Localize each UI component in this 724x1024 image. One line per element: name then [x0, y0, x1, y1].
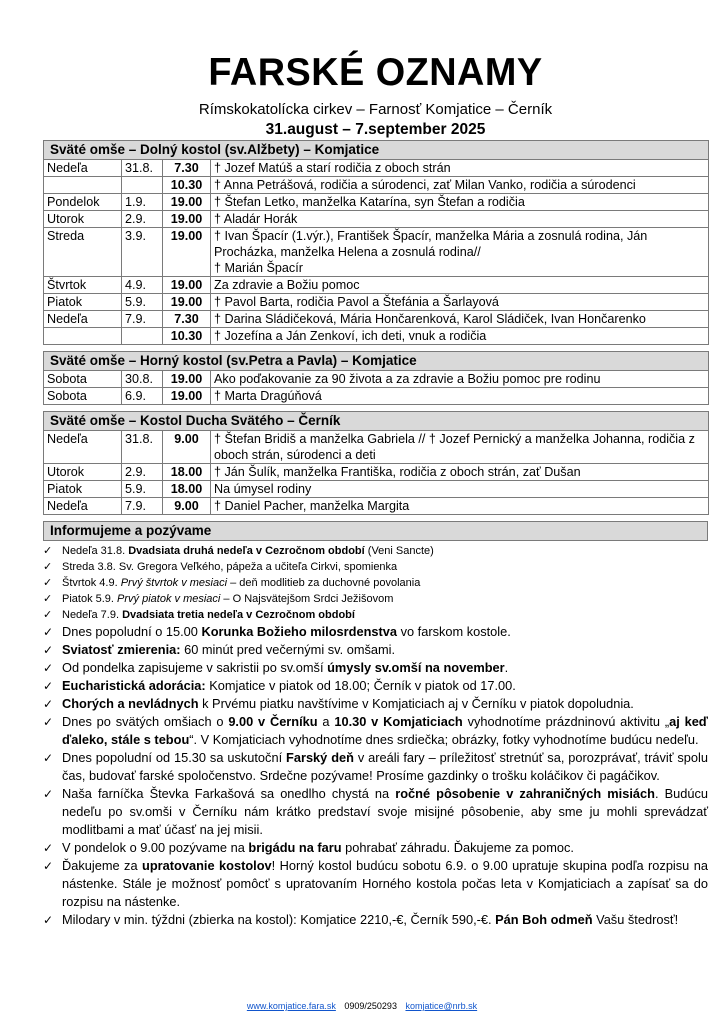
item-text: Korunka Božieho milosrdenstva	[201, 624, 398, 639]
list-item	[43, 559, 708, 575]
intention-cell	[211, 481, 709, 498]
table-row	[44, 431, 709, 464]
time-cell: 19.00	[163, 194, 211, 211]
table-row	[44, 194, 709, 211]
list-item	[43, 695, 708, 713]
date-cell: 3.9.	[122, 228, 163, 277]
table-row	[44, 177, 709, 194]
intention-text: † Daniel Pacher, manželka Margita	[214, 499, 410, 513]
item-text: 60 minút pred večernými sv. omšami.	[180, 642, 396, 657]
list-item	[43, 839, 708, 857]
item-text: vo farskom kostole.	[397, 624, 511, 639]
time-cell: 7.30	[163, 311, 211, 328]
table-row	[44, 311, 709, 328]
checkmark-icon: ✓	[43, 592, 53, 605]
intention-cell	[211, 328, 709, 345]
day-cell: Štvrtok	[44, 277, 122, 294]
intention-cell	[211, 388, 709, 405]
date-cell: 4.9.	[122, 277, 163, 294]
day-cell: Utorok	[44, 211, 122, 228]
intention-cell	[211, 277, 709, 294]
time-cell: 19.00	[163, 277, 211, 294]
mass-table	[43, 411, 709, 515]
intention-cell	[211, 160, 709, 177]
checkmark-icon: ✓	[43, 643, 54, 657]
intention-cell	[211, 177, 709, 194]
item-text: Dvadsiata druhá nedeľa v Cezročnom období	[128, 545, 365, 557]
checkmark-icon: ✓	[43, 625, 54, 639]
time-cell: 10.30	[163, 328, 211, 345]
table-row	[44, 481, 709, 498]
day-cell	[44, 328, 122, 345]
footer	[0, 1000, 724, 1012]
mass-table	[43, 140, 709, 345]
announcement-list	[43, 543, 708, 929]
item-text: 10.30 v Komjaticiach	[334, 714, 463, 729]
list-item	[43, 575, 708, 591]
subtitle: Rímskokatolícka cirkev – Farnosť Komjatice – Černík	[198, 101, 553, 118]
item-text: Dvadsiata tretia nedeľa v Cezročnom období	[122, 609, 355, 621]
intention-text: Na úmysel rodiny	[214, 482, 312, 496]
checkmark-icon: ✓	[43, 841, 54, 855]
checkmark-icon: ✓	[43, 576, 53, 589]
item-text: pohrabať záhradu. Ďakujeme za pomoc.	[341, 840, 574, 855]
item-text: (Veni Sancte)	[364, 545, 434, 557]
date-cell: 7.9.	[122, 498, 163, 515]
time-cell: 18.00	[163, 464, 211, 481]
item-text: Dnes popoludní od 15.30 sa uskutoční	[62, 750, 287, 765]
intention-text: Za zdravie a Božiu pomoc	[214, 278, 360, 292]
table-row	[44, 498, 709, 515]
date-cell: 7.9.	[122, 311, 163, 328]
item-text: Od pondelka zapisujeme v sakristii po sv.omší	[62, 660, 328, 675]
checkmark-icon: ✓	[43, 859, 54, 873]
intention-text: † Anna Petrášová, rodičia a súrodenci, zať Milan Vanko, rodičia a súrodenci	[214, 178, 636, 192]
mass-schedule	[43, 140, 708, 515]
list-item	[43, 641, 708, 659]
item-text: Dnes po svätých omšiach o	[62, 714, 229, 729]
intention-text: † Štefan Bridiš a manželka Gabriela // † Jozef Pernický a manželka Johanna, rodičia z oboch strán, súrodenci a deti	[214, 432, 695, 462]
item-text: Piatok 5.9.	[62, 593, 118, 605]
item-text: – O Najsvätejšom Srdci Ježišovom	[220, 593, 394, 605]
checkmark-icon: ✓	[43, 661, 54, 675]
checkmark-icon: ✓	[43, 715, 54, 729]
item-text: Milodary v min. týždni (zbierka na kostol): Komjatice 2210,-€, Černík 590,-€.	[62, 912, 496, 927]
time-cell: 19.00	[163, 211, 211, 228]
item-text: vyhodnotíme prázdninovú aktivitu „	[462, 714, 670, 729]
item-text: Pán Boh odmeň	[495, 912, 593, 927]
item-text: Ďakujeme za	[62, 858, 143, 873]
checkmark-icon: ✓	[43, 608, 53, 621]
list-item	[43, 677, 708, 695]
checkmark-icon: ✓	[43, 544, 53, 557]
time-cell: 19.00	[163, 371, 211, 388]
date-cell: 1.9.	[122, 194, 163, 211]
item-text: Komjatice v piatok od 18.00; Černík v piatok od 17.00.	[205, 678, 516, 693]
item-text: ročné pôsobenie v zahraničných misiách	[395, 786, 655, 801]
date-cell	[122, 177, 163, 194]
email-link[interactable]: komjatice@nrb.sk	[405, 1001, 478, 1011]
date-cell: 31.8.	[122, 431, 163, 464]
date-cell: 2.9.	[122, 464, 163, 481]
item-text: brigádu na faru	[248, 840, 342, 855]
time-cell: 19.00	[163, 388, 211, 405]
time-cell: 10.30	[163, 177, 211, 194]
table-row	[44, 160, 709, 177]
item-text: Streda 3.8. Sv. Gregora Veľkého, pápeža a učiteľa Cirkvi, spomienka	[62, 561, 398, 573]
time-cell: 7.30	[163, 160, 211, 177]
phone-number: 0909/250293	[344, 1001, 397, 1011]
day-cell: Piatok	[44, 481, 122, 498]
intention-text: † Ivan Špacír (1.výr.), František Špacír, manželka Mária a zosnulá rodina, Ján Procházka, manželka Helena a zosnulá rodina//	[214, 229, 648, 259]
section-header: Sväté omše – Kostol Ducha Svätého – Černík	[44, 412, 709, 431]
item-text: “. V Komjaticiach vyhodnotíme dnes srdiečka; obrázky, fotky vyhodnotíme budúcu nedeľu.	[189, 732, 699, 747]
list-item	[43, 713, 708, 749]
intention-text: † Pavol Barta, rodičia Pavol a Štefánia a Šarlayová	[214, 295, 499, 309]
item-text: Sviatosť zmierenia:	[62, 642, 181, 657]
intention-cell	[211, 228, 709, 277]
item-text: v areáli fary – príležitosť stretnúť sa, porozprávať, tráviť spolu čas, budovať farské spoločenstvo. Srdečne pozývame! Prosíme gazdinky o trošku koláčikov či pagáčikov.	[62, 750, 709, 783]
item-text: úmysly sv.omší na november	[327, 660, 505, 675]
intention-cell	[211, 294, 709, 311]
date-cell: 5.9.	[122, 294, 163, 311]
time-cell: 9.00	[163, 431, 211, 464]
day-cell: Pondelok	[44, 194, 122, 211]
day-cell: Sobota	[44, 388, 122, 405]
intention-cell	[211, 194, 709, 211]
page-title: FARSKÉ OZNAMY	[208, 51, 543, 94]
day-cell: Nedeľa	[44, 498, 122, 515]
day-cell	[44, 177, 122, 194]
website-link[interactable]: www.komjatice.fara.sk	[246, 1001, 336, 1011]
item-text: a	[317, 714, 335, 729]
day-cell: Streda	[44, 228, 122, 277]
intention-cell	[211, 464, 709, 481]
section-header: Sväté omše – Horný kostol (sv.Petra a Pavla) – Komjatice	[44, 352, 709, 371]
intention-text: † Štefan Letko, manželka Katarína, syn Štefan a rodičia	[214, 195, 525, 209]
day-cell: Nedeľa	[44, 160, 122, 177]
day-cell: Nedeľa	[44, 431, 122, 464]
list-item	[43, 543, 708, 559]
date-cell: 31.8.	[122, 160, 163, 177]
item-text: Prvý piatok v mesiaci	[117, 593, 221, 605]
day-cell: Piatok	[44, 294, 122, 311]
checkmark-icon: ✓	[43, 679, 54, 693]
intention-text: † Aladár Horák	[214, 212, 298, 226]
checkmark-icon: ✓	[43, 560, 53, 573]
item-text: Farský deň	[286, 750, 354, 765]
list-item	[43, 591, 708, 607]
table-row	[44, 464, 709, 481]
bulletin-page	[43, 50, 708, 929]
day-cell: Nedeľa	[44, 311, 122, 328]
item-text: . Budúcu nedeľu po sv.omši v Černíku nám krátko predstaví svoje misijné pôsobenie, aby sme ju mohli sprevádzať modlitbami a mať účasť na jej misii.	[62, 786, 709, 837]
list-item	[43, 785, 708, 839]
item-text: Eucharistická adorácia:	[62, 678, 206, 693]
item-text: upratovanie kostolov	[142, 858, 272, 873]
intention-text: † Marián Špacír	[214, 261, 303, 275]
time-cell: 19.00	[163, 294, 211, 311]
intention-text: † Marta Dragúňová	[214, 389, 322, 403]
item-text: Prvý štvrtok v mesiaci	[120, 577, 228, 589]
date-cell: 6.9.	[122, 388, 163, 405]
intention-text: † Darina Sládičeková, Mária Hončarenková, Karol Sládiček, Ivan Hončarenko	[214, 312, 646, 326]
intention-text: † Ján Šulík, manželka Františka, rodičia z oboch strán, zať Dušan	[214, 465, 581, 479]
intention-text: † Jozefína a Ján Zenkoví, ich deti, vnuk a rodičia	[214, 329, 487, 343]
time-cell: 18.00	[163, 481, 211, 498]
date-cell: 2.9.	[122, 211, 163, 228]
intention-cell	[211, 211, 709, 228]
table-row	[44, 371, 709, 388]
checkmark-icon: ✓	[43, 751, 54, 765]
item-text: Nedeľa 7.9.	[62, 609, 123, 621]
item-text: 9.00 v Černíku	[228, 714, 318, 729]
day-cell: Utorok	[44, 464, 122, 481]
date-cell: 30.8.	[122, 371, 163, 388]
list-item	[43, 911, 708, 929]
item-text: ! Horný kostol budúcu sobotu 6.9. o 9.00 upratuje skupina podľa rozpisu na nástenke. Stále je možnosť pomôcť s upratovaním Horného kostola počas leta v Komjaticiach a zapísať sa do rozpisu na nástenke.	[62, 858, 708, 909]
day-cell: Sobota	[44, 371, 122, 388]
item-text: V pondelok o 9.00 pozývame na	[62, 840, 249, 855]
list-item	[43, 623, 708, 641]
item-text: Štvrtok 4.9.	[62, 577, 121, 589]
date-cell	[122, 328, 163, 345]
list-item	[43, 607, 708, 623]
intention-cell	[211, 431, 709, 464]
intention-text: Ako poďakovanie za 90 života a za zdravie a Božiu pomoc pre rodinu	[214, 372, 601, 386]
table-row	[44, 211, 709, 228]
checkmark-icon: ✓	[43, 787, 54, 801]
section-header: Sväté omše – Dolný kostol (sv.Alžbety) – Komjatice	[44, 141, 709, 160]
item-text: – deň modlitieb za duchovné povolania	[227, 577, 421, 589]
intention-text: † Jozef Matúš a starí rodičia z oboch strán	[214, 161, 451, 175]
table-row	[44, 277, 709, 294]
list-item	[43, 749, 708, 785]
mass-table	[43, 351, 709, 405]
time-cell: 9.00	[163, 498, 211, 515]
intention-cell	[211, 371, 709, 388]
item-text: Chorých a nevládnych	[62, 696, 199, 711]
item-text: k Prvému piatku navštívime v Komjaticiach aj v Černíku v piatok dopoludnia.	[198, 696, 634, 711]
item-text: Naša farníčka Števka Farkašová sa onedlho chystá na	[62, 786, 396, 801]
item-text: Vašu štedrosť!	[592, 912, 679, 927]
table-row	[44, 328, 709, 345]
list-item	[43, 659, 708, 677]
table-row	[44, 294, 709, 311]
table-row	[44, 388, 709, 405]
time-cell: 19.00	[163, 228, 211, 277]
item-text: Dnes popoludní o 15.00	[62, 624, 202, 639]
checkmark-icon: ✓	[43, 697, 54, 711]
date-range: 31.august – 7.september 2025	[265, 121, 486, 138]
item-text: aj keď ďaleko, stále s tebou	[62, 714, 709, 747]
list-item	[43, 857, 708, 911]
date-cell: 5.9.	[122, 481, 163, 498]
intention-cell	[211, 311, 709, 328]
table-row	[44, 228, 709, 277]
checkmark-icon: ✓	[43, 913, 54, 927]
intention-cell	[211, 498, 709, 515]
info-section-header: Informujeme a pozývame	[43, 521, 708, 541]
item-text: .	[504, 660, 509, 675]
item-text: Nedeľa 31.8.	[62, 545, 129, 557]
